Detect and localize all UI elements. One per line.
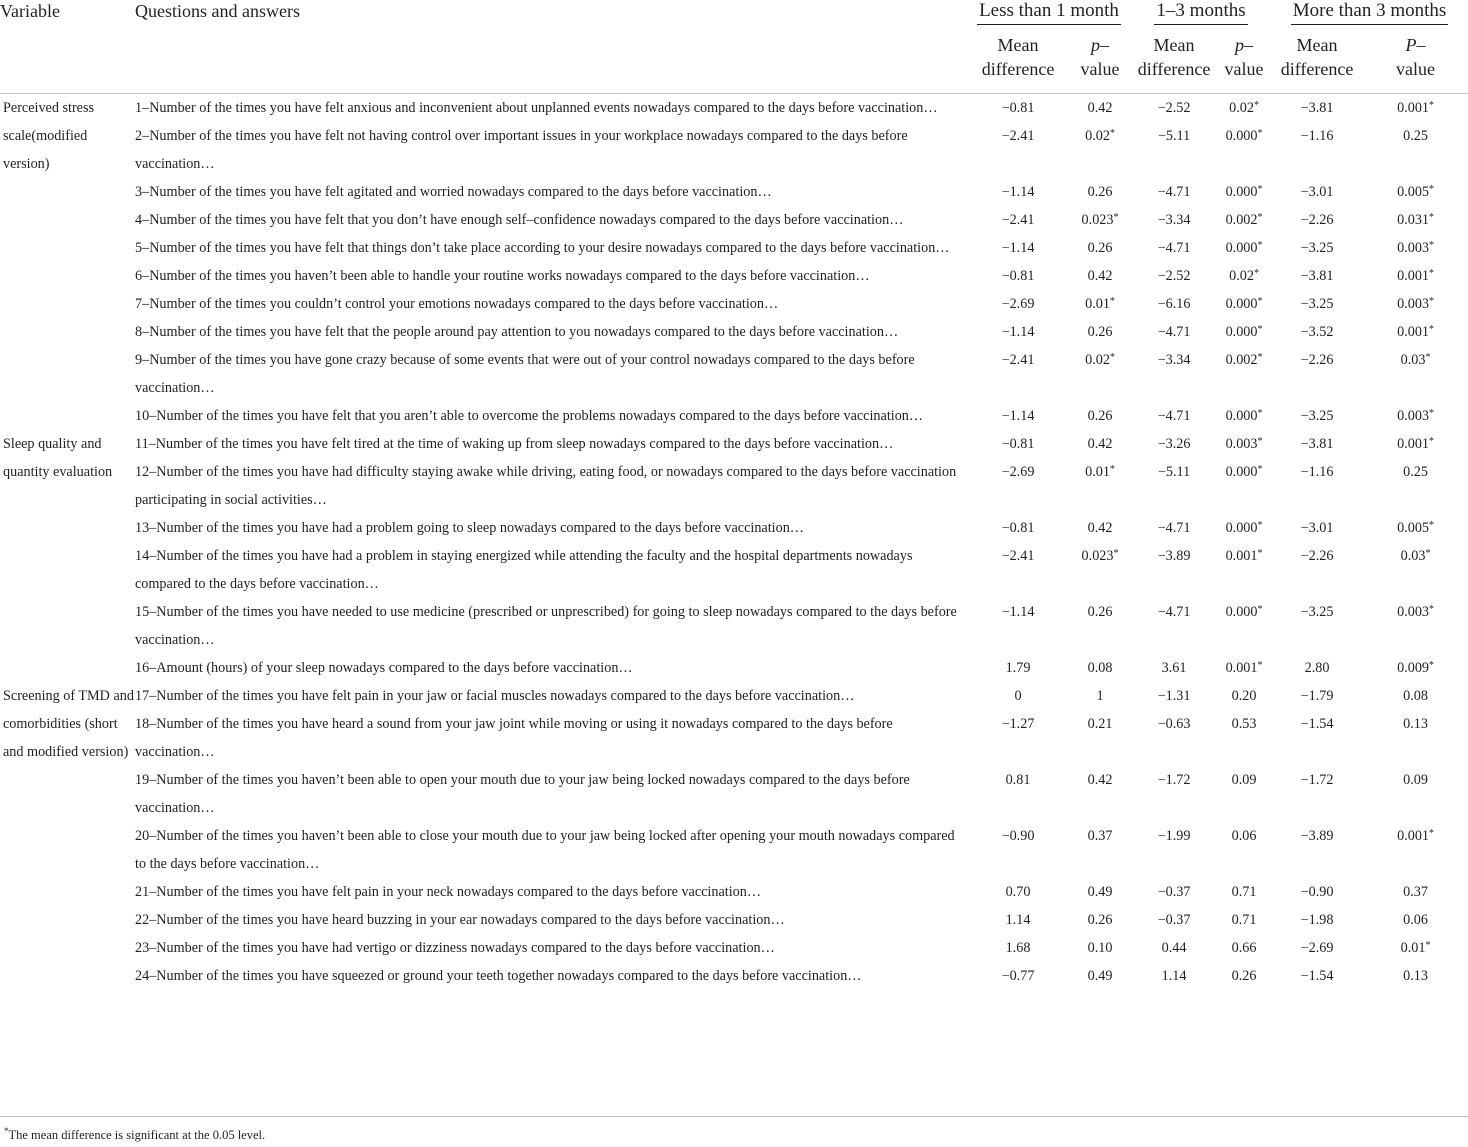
significance-marker: *	[1253, 100, 1259, 111]
significance-marker: *	[1429, 604, 1434, 615]
mean-difference-cell: −1.14	[1001, 604, 1035, 620]
mean-difference-cell: −3.81	[1300, 436, 1334, 452]
question-cell: 4–Number of the times you have felt that you don’t have enough self–confidence nowadays compared to the days before vaccination…	[135, 212, 904, 228]
table-row	[0, 766, 1468, 822]
p-value-cell: 0.02*	[1085, 352, 1115, 368]
p-value-cell: 0.42	[1087, 436, 1113, 452]
mean-difference-cell: −1.99	[1157, 828, 1191, 844]
mean-difference-cell: 1.68	[1005, 940, 1031, 956]
p-value-cell: 0.003*	[1397, 408, 1434, 424]
p-value-cell: 0.003*	[1225, 436, 1263, 452]
section-label: Perceived stress scale(modified version)	[3, 100, 95, 172]
p-value-cell: 0.49	[1087, 884, 1113, 900]
significance-marker: *	[1257, 240, 1263, 251]
table-row	[0, 122, 1468, 178]
p-value-cell: 0.02*	[1229, 100, 1259, 116]
table-row	[0, 822, 1468, 878]
p-value-cell: 0.000*	[1225, 520, 1263, 536]
mean-difference-cell: −2.69	[1001, 464, 1035, 480]
p-value-cell: 0.42	[1087, 772, 1113, 788]
p-value-cell: 0.001*	[1225, 548, 1263, 564]
significance-marker: *	[1113, 548, 1119, 559]
question-cell: 6–Number of the times you haven’t been able to handle your routine works nowadays compared to the days before vaccination…	[135, 268, 870, 284]
p-value-cell: 0.09	[1231, 772, 1257, 788]
p-value-cell: 0.031*	[1397, 212, 1434, 228]
question-cell: 21–Number of the times you have felt pain in your neck nowadays compared to the days before vaccination…	[135, 884, 762, 900]
question-cell: 24–Number of the times you have squeezed or ground your teeth together nowadays compared to the days before vaccination…	[135, 968, 862, 984]
significance-marker: *	[1109, 352, 1115, 363]
significance-marker: *	[1257, 184, 1263, 195]
table-row	[0, 402, 1468, 430]
mean-difference-cell: −4.71	[1157, 240, 1191, 256]
p-value-cell: 0.003*	[1397, 240, 1434, 256]
p-value-cell: 0.001*	[1397, 268, 1434, 284]
mean-difference-cell: −3.81	[1300, 100, 1334, 116]
variable-header: Variable	[0, 0, 135, 94]
p-value-cell: 0.06	[1403, 912, 1428, 928]
mean-difference-cell: −1.72	[1300, 772, 1334, 788]
p-value-cell: 0.003*	[1397, 296, 1434, 312]
table-row	[0, 962, 1468, 990]
mean-difference-cell: −1.98	[1300, 912, 1334, 928]
mean-difference-cell: −2.41	[1001, 212, 1035, 228]
significance-marker: *	[1257, 548, 1263, 559]
question-cell: 19–Number of the times you haven’t been able to open your mouth due to your jaw being locked nowadays compared to the days before vaccination…	[135, 772, 910, 816]
p-value-cell: 0.001*	[1397, 324, 1434, 340]
mean-difference-cell: 0.44	[1161, 940, 1187, 956]
mean-difference-cell: −1.31	[1157, 688, 1191, 704]
header-row-groups	[0, 0, 1468, 25]
mean-difference-cell: −1.14	[1001, 240, 1035, 256]
mean-difference-cell: −2.52	[1157, 100, 1191, 116]
p-value-cell: 0.000*	[1225, 128, 1263, 144]
mean-difference-cell: −3.25	[1300, 296, 1334, 312]
mean-difference-cell: −6.16	[1157, 296, 1191, 312]
p-value-cell: 0.71	[1231, 912, 1257, 928]
significance-marker: *	[1429, 408, 1434, 419]
table-row	[0, 542, 1468, 598]
mean-difference-cell: −1.16	[1300, 464, 1334, 480]
mean-difference-cell: −2.26	[1300, 548, 1334, 564]
p-value-cell: 0.08	[1403, 688, 1428, 704]
p-value-cell: 0.01*	[1085, 464, 1115, 480]
significance-marker: *	[1429, 660, 1434, 671]
significance-marker: *	[1257, 212, 1263, 223]
p-value-header: P– value	[1363, 25, 1468, 94]
mean-difference-cell: 1.14	[1005, 912, 1031, 928]
significance-marker: *	[1429, 240, 1434, 251]
group-header-1-3-months: 1–3 months	[1131, 0, 1271, 25]
mean-difference-cell: −4.71	[1157, 520, 1191, 536]
mean-difference-cell: −1.79	[1300, 688, 1334, 704]
question-cell: 2–Number of the times you have felt not having control over important issues in your workplace nowadays compared to the days before vaccination…	[135, 128, 908, 172]
question-cell: 14–Number of the times you have had a problem in staying energized while attending the faculty and the hospital departments nowadays compared to the days before vaccination…	[135, 548, 913, 592]
p-value-cell: 0.005*	[1397, 184, 1434, 200]
mean-difference-cell: −1.54	[1300, 716, 1334, 732]
mean-difference-header: Mean difference	[967, 25, 1069, 94]
table-row	[0, 262, 1468, 290]
significance-marker: *	[1429, 268, 1434, 279]
p-value-cell: 0.03*	[1400, 548, 1431, 564]
significance-marker: *	[1429, 324, 1434, 335]
mean-difference-cell: −3.81	[1300, 268, 1334, 284]
mean-difference-cell: −3.26	[1157, 436, 1191, 452]
mean-difference-cell: −3.52	[1300, 324, 1334, 340]
mean-difference-cell: −1.16	[1300, 128, 1334, 144]
mean-difference-cell: −2.26	[1300, 352, 1334, 368]
mean-difference-cell: −1.14	[1001, 324, 1035, 340]
question-cell: 15–Number of the times you have needed to use medicine (prescribed or unprescribed) for going to sleep nowadays compared to the days before vaccination…	[135, 604, 957, 648]
mean-difference-cell: −2.41	[1001, 128, 1035, 144]
mean-difference-cell: −2.69	[1300, 940, 1334, 956]
mean-difference-cell: −3.01	[1300, 520, 1334, 536]
significance-marker: *	[1257, 436, 1263, 447]
p-value-cell: 0.37	[1403, 884, 1428, 900]
p-value-cell: 0.26	[1087, 604, 1113, 620]
question-cell: 5–Number of the times you have felt that things don’t take place according to your desire nowadays compared to the days before vaccination…	[135, 240, 950, 256]
mean-difference-cell: −5.11	[1157, 464, 1191, 480]
mean-difference-cell: −1.14	[1001, 184, 1035, 200]
mean-difference-cell: −4.71	[1157, 184, 1191, 200]
group-header-more-than-3-months: More than 3 months	[1271, 0, 1468, 25]
question-cell: 12–Number of the times you have had difficulty staying awake while driving, eating food, or nowadays compared to the days before vaccination participating in social activities…	[135, 464, 957, 508]
mean-difference-cell: 2.80	[1304, 660, 1330, 676]
mean-difference-cell: −3.34	[1157, 352, 1191, 368]
mean-difference-cell: 0.81	[1005, 772, 1031, 788]
mean-difference-cell: −0.81	[1001, 520, 1035, 536]
mean-difference-cell: −3.25	[1300, 408, 1334, 424]
p-value-cell: 0.26	[1087, 408, 1113, 424]
p-value-cell: 0.25	[1403, 128, 1428, 144]
table-row	[0, 458, 1468, 514]
mean-difference-cell: −3.89	[1300, 828, 1334, 844]
table-row	[0, 682, 1468, 710]
question-cell: 17–Number of the times you have felt pain in your jaw or facial muscles nowadays compared to the days before vaccination…	[135, 688, 855, 704]
p-value-header: p– value	[1069, 25, 1131, 94]
p-value-cell: 0.26	[1231, 968, 1257, 984]
section-label: Sleep quality and quantity evaluation	[3, 436, 113, 480]
question-cell: 13–Number of the times you have had a problem going to sleep nowadays compared to the days before vaccination…	[135, 520, 804, 536]
mean-difference-cell: −0.81	[1001, 268, 1035, 284]
mean-difference-cell: −3.01	[1300, 184, 1334, 200]
significance-marker: *	[1109, 296, 1115, 307]
mean-difference-cell: −1.54	[1300, 968, 1334, 984]
mean-difference-cell: −1.27	[1001, 716, 1035, 732]
mean-difference-cell: −0.90	[1300, 884, 1334, 900]
p-value-cell: 0.000*	[1225, 408, 1263, 424]
mean-difference-cell: −3.89	[1157, 548, 1191, 564]
mean-difference-cell: 3.61	[1161, 660, 1187, 676]
significance-marker: *	[1425, 548, 1431, 559]
table-row	[0, 934, 1468, 962]
p-value-cell: 0.03*	[1400, 352, 1431, 368]
mean-difference-cell: −1.14	[1001, 408, 1035, 424]
p-value-cell: 0.20	[1231, 688, 1257, 704]
p-value-cell: 0.71	[1231, 884, 1257, 900]
p-value-cell: 0.21	[1087, 716, 1113, 732]
p-value-cell: 0.005*	[1397, 520, 1434, 536]
table-row	[0, 598, 1468, 654]
p-value-cell: 0.42	[1087, 520, 1113, 536]
significance-marker: *	[1429, 100, 1434, 111]
p-value-cell: 0.000*	[1225, 240, 1263, 256]
p-value-cell: 0.02*	[1085, 128, 1115, 144]
mean-difference-cell: −0.37	[1157, 912, 1191, 928]
significance-marker: *	[1257, 408, 1263, 419]
significance-marker: *	[1109, 128, 1115, 139]
significance-marker: *	[1429, 436, 1434, 447]
p-value-cell: 1	[1096, 688, 1104, 704]
p-value-cell: 0.023*	[1081, 548, 1119, 564]
p-value-cell: 0.000*	[1225, 604, 1263, 620]
p-value-cell: 0.01*	[1400, 940, 1431, 956]
p-value-cell: 0.002*	[1225, 352, 1263, 368]
p-value-cell: 0.66	[1231, 940, 1257, 956]
question-cell: 23–Number of the times you have had vertigo or dizziness nowadays compared to the days before vaccination…	[135, 940, 775, 956]
significance-marker: *	[1429, 828, 1434, 839]
table-row	[0, 430, 1468, 458]
table-row	[0, 290, 1468, 318]
significance-marker: *	[1257, 660, 1263, 671]
mean-difference-cell: −0.81	[1001, 100, 1035, 116]
table-row	[0, 906, 1468, 934]
question-cell: 3–Number of the times you have felt agitated and worried nowadays compared to the days before vaccination…	[135, 184, 772, 200]
question-cell: 10–Number of the times you have felt that you aren’t able to overcome the problems nowadays compared to the days before vaccination…	[135, 408, 924, 424]
mean-difference-cell: −2.52	[1157, 268, 1191, 284]
mean-difference-cell: −3.25	[1300, 604, 1334, 620]
p-value-cell: 0.49	[1087, 968, 1113, 984]
significance-marker: *	[1257, 296, 1263, 307]
p-value-cell: 0.000*	[1225, 296, 1263, 312]
significance-marker: *	[1429, 212, 1434, 223]
p-value-cell: 0.26	[1087, 240, 1113, 256]
mean-difference-cell: −2.26	[1300, 212, 1334, 228]
p-value-cell: 0.000*	[1225, 464, 1263, 480]
p-value-cell: 0.000*	[1225, 184, 1263, 200]
significance-marker: *	[1109, 464, 1115, 475]
questions-header: Questions and answers	[135, 0, 967, 94]
significance-marker: *	[1429, 296, 1434, 307]
mean-difference-cell: −4.71	[1157, 324, 1191, 340]
p-value-cell: 0.003*	[1397, 604, 1434, 620]
p-value-cell: 0.001*	[1397, 828, 1434, 844]
mean-difference-cell: −2.69	[1001, 296, 1035, 312]
question-cell: 16–Amount (hours) of your sleep nowadays compared to the days before vaccination…	[135, 660, 633, 676]
footnote: *The mean difference is significant at the 0.05 level.	[4, 1126, 266, 1143]
mean-difference-cell: −4.71	[1157, 408, 1191, 424]
significance-marker: *	[1253, 268, 1259, 279]
table-row	[0, 178, 1468, 206]
p-value-cell: 0.13	[1403, 968, 1428, 984]
table-row	[0, 514, 1468, 542]
significance-marker: *	[1257, 352, 1263, 363]
mean-difference-cell: −3.25	[1300, 240, 1334, 256]
table-row	[0, 94, 1468, 123]
p-value-cell: 0.06	[1231, 828, 1257, 844]
mean-difference-cell: −2.41	[1001, 548, 1035, 564]
mean-difference-cell: −0.77	[1001, 968, 1035, 984]
mean-difference-cell: −2.41	[1001, 352, 1035, 368]
p-value-cell: 0.08	[1087, 660, 1113, 676]
table-row	[0, 710, 1468, 766]
significance-marker: *	[1425, 940, 1431, 951]
p-value-cell: 0.09	[1403, 772, 1428, 788]
p-value-cell: 0.009*	[1397, 660, 1434, 676]
table-row	[0, 234, 1468, 262]
question-cell: 20–Number of the times you haven’t been able to close your mouth due to your jaw being locked after opening your mouth nowadays compared to the days before vaccination…	[135, 828, 955, 872]
mean-difference-cell: 0.70	[1005, 884, 1031, 900]
p-value-cell: 0.26	[1087, 324, 1113, 340]
mean-difference-header: Mean difference	[1131, 25, 1217, 94]
question-cell: 18–Number of the times you have heard a sound from your jaw joint while moving or using it nowadays compared to the days before vaccination…	[135, 716, 893, 760]
significance-marker: *	[1257, 324, 1263, 335]
significance-marker: *	[1113, 212, 1119, 223]
table-row	[0, 318, 1468, 346]
mean-difference-cell: −4.71	[1157, 604, 1191, 620]
table-row	[0, 346, 1468, 402]
significance-marker: *	[1257, 520, 1263, 531]
p-value-header: p– value	[1217, 25, 1271, 94]
mean-difference-cell: −1.72	[1157, 772, 1191, 788]
significance-marker: *	[1429, 520, 1434, 531]
question-cell: 8–Number of the times you have felt that the people around pay attention to you nowadays compared to the days before vaccination…	[135, 324, 899, 340]
mean-difference-cell: −0.81	[1001, 436, 1035, 452]
p-value-cell: 0.001*	[1225, 660, 1263, 676]
table-row	[0, 206, 1468, 234]
mean-difference-header: Mean difference	[1271, 25, 1363, 94]
mean-difference-cell: 1.14	[1161, 968, 1187, 984]
question-cell: 11–Number of the times you have felt tired at the time of waking up from sleep nowadays compared to the days before vaccination…	[135, 436, 894, 452]
question-cell: 1–Number of the times you have felt anxious and inconvenient about unplanned events nowadays compared to the days before vaccination…	[135, 100, 938, 116]
section-label: Screening of TMD and comorbidities (short and modified version)	[3, 688, 134, 760]
question-cell: 22–Number of the times you have heard buzzing in your ear nowadays compared to the days before vaccination…	[135, 912, 785, 928]
mean-difference-cell: 1.79	[1005, 660, 1031, 676]
p-value-cell: 0.42	[1087, 268, 1113, 284]
mean-difference-cell: −0.90	[1001, 828, 1035, 844]
mean-difference-cell: −0.63	[1157, 716, 1191, 732]
p-value-cell: 0.25	[1403, 464, 1428, 480]
table-body	[0, 94, 1468, 991]
group-header-less-than-1-month: Less than 1 month	[967, 0, 1131, 25]
p-value-cell: 0.37	[1087, 828, 1113, 844]
p-value-cell: 0.023*	[1081, 212, 1119, 228]
question-cell: 7–Number of the times you couldn’t control your emotions nowadays compared to the days before vaccination…	[135, 296, 779, 312]
mean-difference-cell: −0.37	[1157, 884, 1191, 900]
p-value-cell: 0.13	[1403, 716, 1428, 732]
p-value-cell: 0.26	[1087, 912, 1113, 928]
p-value-cell: 0.42	[1087, 100, 1113, 116]
mean-difference-cell: −3.34	[1157, 212, 1191, 228]
significance-marker: *	[1257, 128, 1263, 139]
significance-marker: *	[1429, 184, 1434, 195]
significance-marker: *	[1425, 352, 1431, 363]
p-value-cell: 0.002*	[1225, 212, 1263, 228]
question-cell: 9–Number of the times you have gone crazy because of some events that were out of your control nowadays compared to the days before vaccination…	[135, 352, 915, 396]
p-value-cell: 0.01*	[1085, 296, 1115, 312]
p-value-cell: 0.001*	[1397, 436, 1434, 452]
p-value-cell: 0.02*	[1229, 268, 1259, 284]
footer-rule	[0, 1116, 1468, 1117]
significance-marker: *	[1257, 604, 1263, 615]
significance-marker: *	[1257, 464, 1263, 475]
p-value-cell: 0.000*	[1225, 324, 1263, 340]
mean-difference-cell: −5.11	[1157, 128, 1191, 144]
p-value-cell: 0.53	[1231, 716, 1257, 732]
p-value-cell: 0.001*	[1397, 100, 1434, 116]
mean-difference-cell: 0	[1014, 688, 1022, 704]
p-value-cell: 0.26	[1087, 184, 1113, 200]
p-value-cell: 0.10	[1087, 940, 1113, 956]
table-row	[0, 654, 1468, 682]
table-row	[0, 878, 1468, 906]
